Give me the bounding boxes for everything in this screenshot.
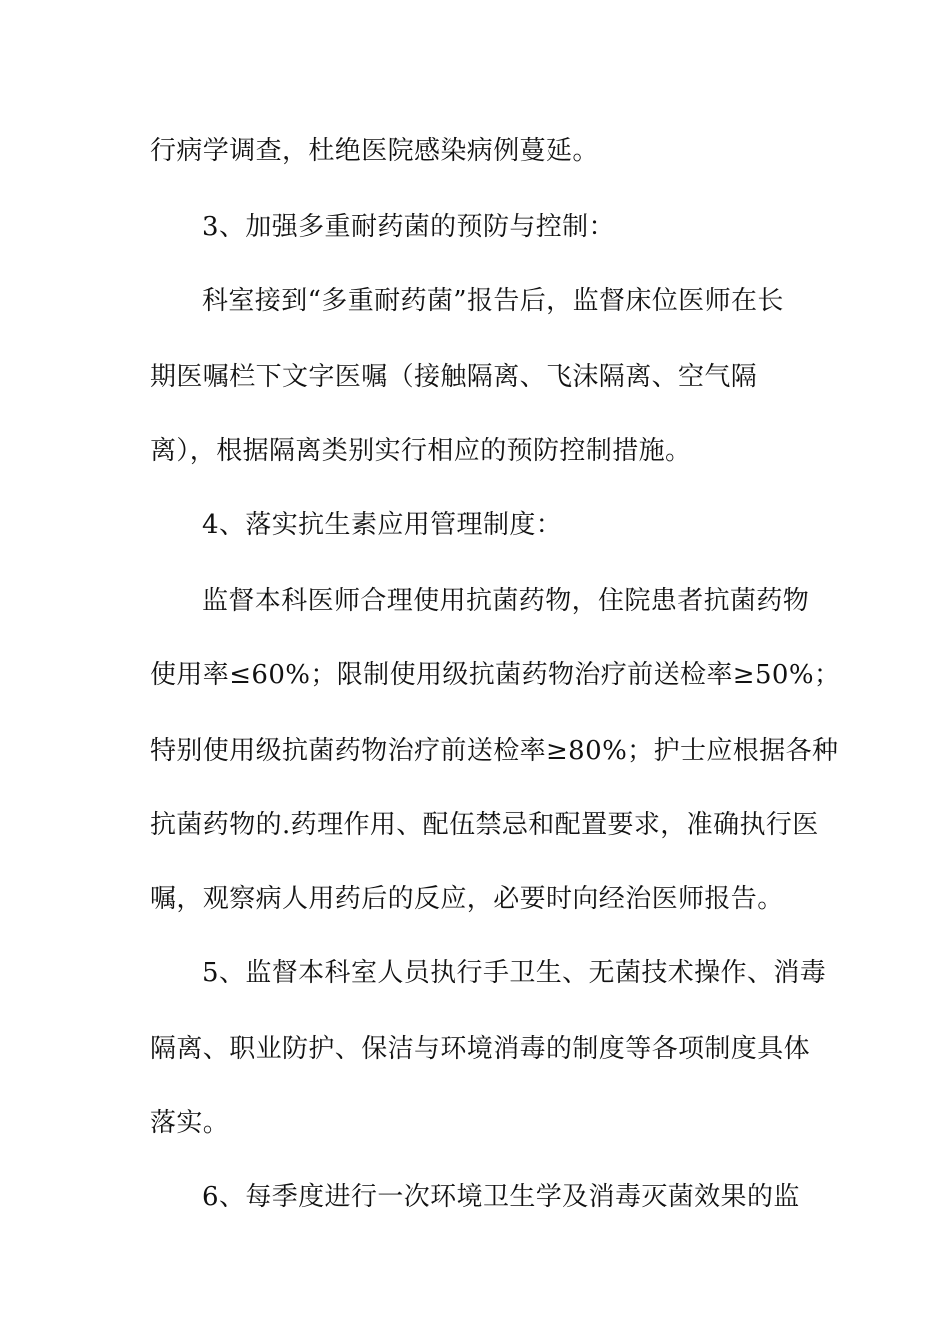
text-line: 期医嘱栏下文字医嘱（接触隔离、飞沫隔离、空气隔 xyxy=(150,362,758,392)
section-heading-3: 3、加强多重耐药菌的预防与控制： xyxy=(202,212,615,242)
text-line: 监督本科医师合理使用抗菌药物，住院患者抗菌药物 xyxy=(202,586,810,616)
text-line: 落实。 xyxy=(150,1108,230,1138)
text-line: 抗菌药物的.药理作用、配伍禁忌和配置要求，准确执行医 xyxy=(150,810,819,840)
section-heading-4: 4、落实抗生素应用管理制度： xyxy=(202,510,563,540)
text-line: 行病学调查，杜绝医院感染病例蔓延。 xyxy=(150,136,599,166)
section-heading-5: 5、监督本科室人员执行手卫生、无菌技术操作、消毒 xyxy=(202,958,827,988)
text-line: 隔离、职业防护、保洁与环境消毒的制度等各项制度具体 xyxy=(150,1034,811,1064)
text-line: 离），根据隔离类别实行相应的预防控制措施。 xyxy=(150,436,692,466)
text-line: 使用率≤60%；限制使用级抗菌药物治疗前送检率≥50%； xyxy=(150,660,841,690)
text-line: 嘱，观察病人用药后的反应，必要时向经治医师报告。 xyxy=(150,884,784,914)
section-heading-6: 6、每季度进行一次环境卫生学及消毒灭菌效果的监 xyxy=(202,1182,800,1212)
text-line: 特别使用级抗菌药物治疗前送检率≥80%；护士应根据各种 xyxy=(150,736,839,766)
text-line: 科室接到“多重耐药菌”报告后，监督床位医师在长 xyxy=(202,286,784,316)
